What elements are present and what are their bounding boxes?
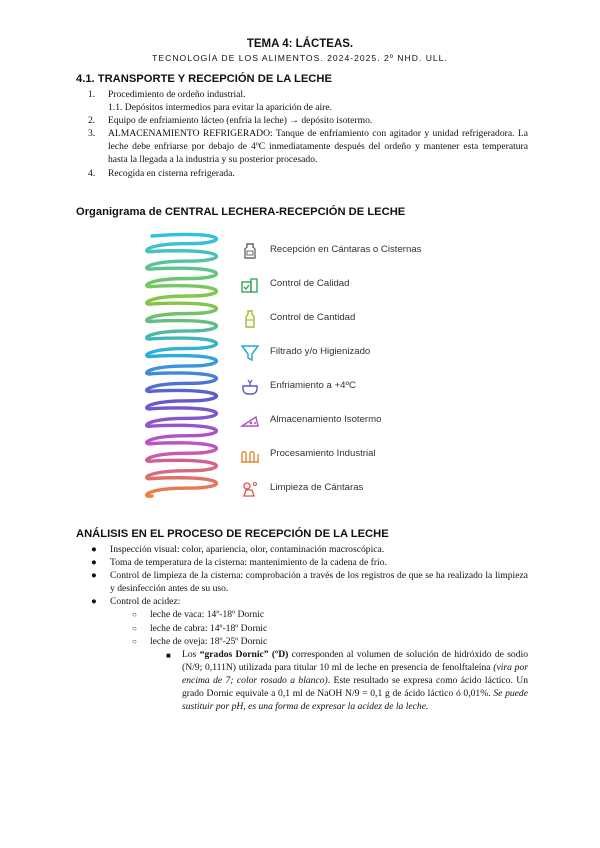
page-subtitle: TECNOLOGÍA DE LOS ALIMENTOS. 2024-2025. 2º NHD. ULL. — [152, 53, 448, 63]
section-heading-transport: 4.1. TRANSPORTE Y RECEPCIÓN DE LA LECHE — [76, 73, 332, 85]
stage-label: Recepción en Cántaras o Cisternas — [270, 244, 422, 255]
stage-label: Enfriamiento a +4ºC — [270, 380, 356, 391]
stage-label: Almacenamiento Isotermo — [270, 414, 382, 425]
acidity-item: ○ leche de cabra: 14º-18º Dornic — [132, 622, 268, 634]
analysis-list — [88, 543, 528, 713]
stage-label: Control de Cantidad — [270, 312, 356, 323]
factory-icon — [240, 445, 260, 465]
dornic-definition: ■ Los “grados Dornic” (ºD) corresponden al volumen de solución de hidróxido de sodio (N/9; 0,111N) utilizada para titular 10 ml de leche en presencia de fenolftaleína (vira por encima de 7; color rosado a blanco). Este resultado se expresa como ácido láctico. Un grado Dornic equivale a 0,1 ml de NaOH N/9 = 0,1 g de ácido láctico ó 0,01%. Se puede sustituir por pH, es una forma de expresar la acidez de la leche. — [166, 648, 528, 713]
list-item: 4. Recogida en cisterna refrigerada. — [88, 167, 235, 179]
list-item: ● Inspección visual: color, apariencia, olor, contaminación macroscópica. — [91, 544, 385, 555]
page-title: TEMA 4: LÁCTEAS. — [246, 38, 354, 50]
acidity-item: ○ leche de vaca: 14º-18º Dornic — [132, 609, 265, 621]
list-item: 3. ALMACENAMIENTO REFRIGERADO: Tanque de enfriamiento con agitador y unidad refrigeradora. La leche debe enfriarse por debajo de 4ºC inmediatamente después del ordeño y mantener esta temperatura hasta la llegada a la industria y su posterior procesado. — [88, 128, 528, 166]
quality-check-icon — [240, 275, 260, 295]
stage-cooling — [240, 376, 480, 398]
acidity-item: ○ leche de oveja: 18º-25º Dornic — [132, 635, 268, 647]
cleaning-icon — [240, 479, 260, 499]
stage-reception — [240, 240, 480, 262]
list-item: ● Toma de temperatura de la cisterna: mantenimiento de la cadena de frío. — [91, 557, 387, 569]
list-item: 1. Procedimiento de ordeño industrial. — [88, 89, 246, 100]
milk-bottle-icon — [240, 309, 260, 329]
diagram-heading: Organigrama de CENTRAL LECHERA-RECEPCIÓN DE LECHE — [76, 206, 406, 218]
list-subitem: 1.1. Depósitos intermedios para evitar la aparición de aire. — [108, 102, 333, 114]
spiral-graphic — [140, 228, 240, 500]
process-diagram — [140, 228, 440, 500]
stage-quality — [240, 274, 480, 296]
stage-storage — [240, 410, 480, 432]
stage-label: Limpieza de Cántaras — [270, 482, 364, 493]
list-item: ● Control de limpieza de la cisterna: comprobación a través de los registros de que se ha realizado la limpieza y desinfección antes de su uso. — [91, 570, 528, 595]
stage-label: Procesamiento Industrial — [270, 448, 376, 459]
stage-label: Filtrado y/o Higienizado — [270, 346, 371, 357]
list-item: 2. Equipo de enfriamiento lácteo (enfría la leche) → depósito isotermo. — [88, 115, 373, 127]
stage-label: Control de Calidad — [270, 278, 350, 289]
funnel-icon — [240, 343, 260, 363]
stage-quantity — [240, 308, 480, 330]
stage-processing — [240, 444, 480, 466]
cheese-icon — [240, 411, 260, 431]
cooling-icon — [240, 377, 260, 397]
stage-cleaning — [240, 478, 480, 500]
numbered-list — [88, 88, 528, 180]
stage-filtering — [240, 342, 480, 364]
list-item: ● Control de acidez: — [91, 596, 181, 608]
section-heading-analysis: ANÁLISIS EN EL PROCESO DE RECEPCIÓN DE LA LECHE — [76, 528, 389, 540]
milk-can-icon — [240, 241, 260, 261]
